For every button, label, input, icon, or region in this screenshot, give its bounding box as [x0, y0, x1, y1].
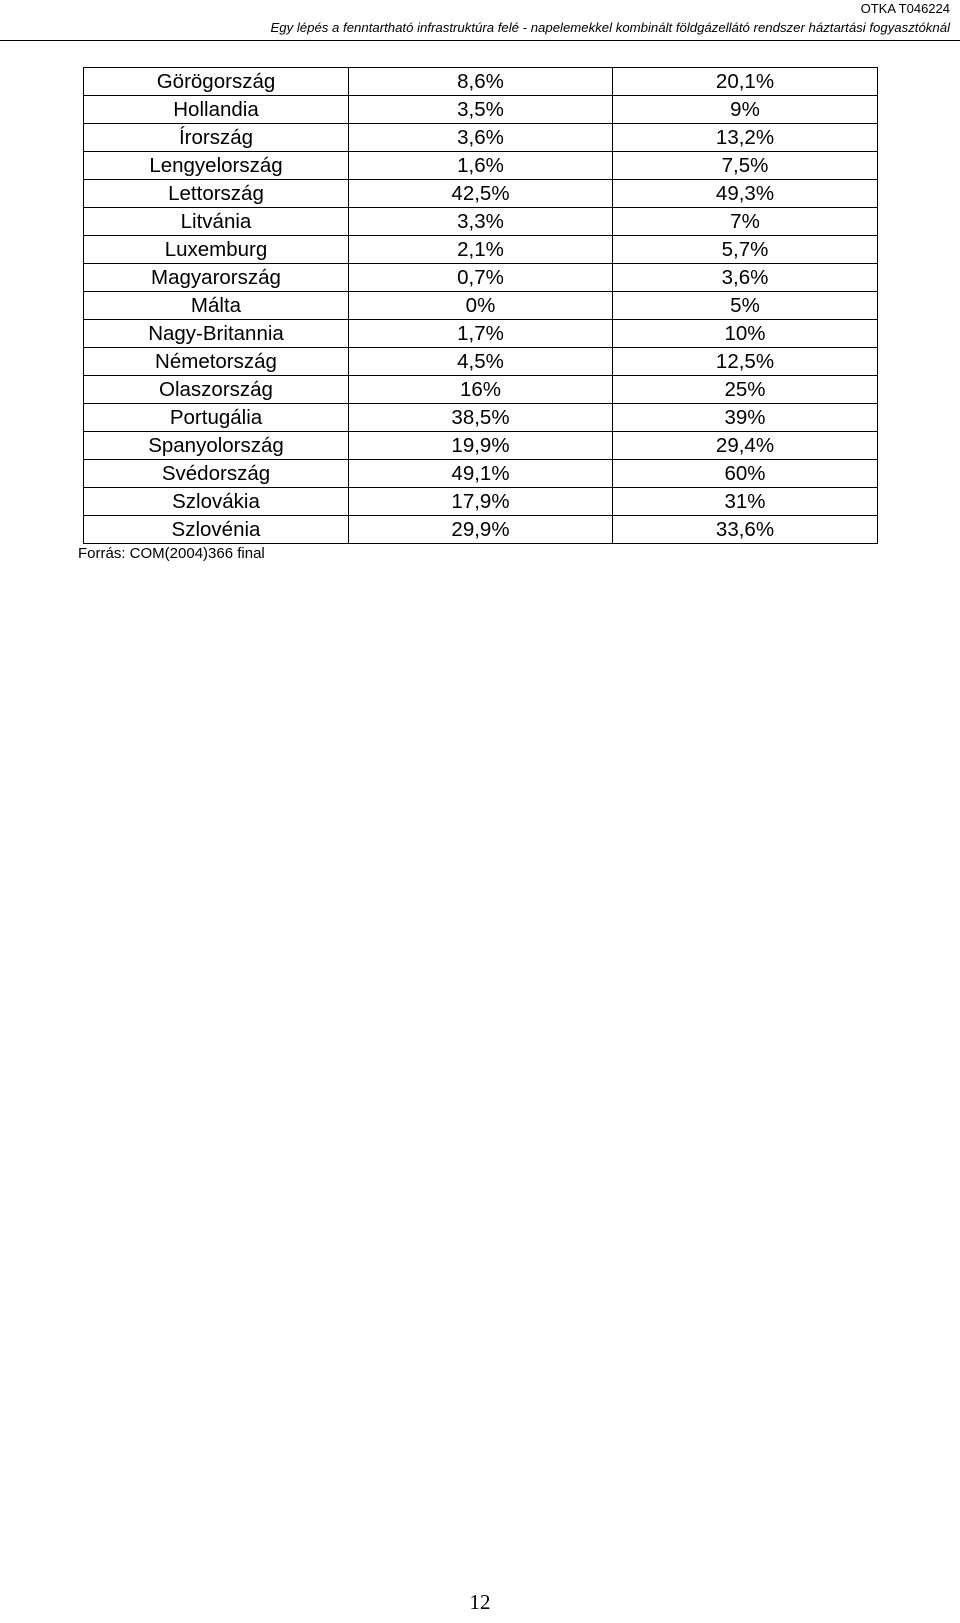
value-cell: 2,1%	[349, 236, 613, 264]
table-row	[84, 460, 878, 488]
table-row	[84, 404, 878, 432]
value-cell: 5,7%	[613, 236, 878, 264]
country-cell: Portugália	[84, 404, 349, 432]
table-row	[84, 96, 878, 124]
value-cell: 7%	[613, 208, 878, 236]
table-row	[84, 488, 878, 516]
value-cell: 12,5%	[613, 348, 878, 376]
value-cell: 16%	[349, 376, 613, 404]
country-cell: Málta	[84, 292, 349, 320]
country-cell: Spanyolország	[84, 432, 349, 460]
value-cell: 38,5%	[349, 404, 613, 432]
country-cell: Szlovénia	[84, 516, 349, 544]
value-cell: 49,3%	[613, 180, 878, 208]
value-cell: 8,6%	[349, 68, 613, 96]
country-cell: Nagy-Britannia	[84, 320, 349, 348]
country-cell: Svédország	[84, 460, 349, 488]
table-row	[84, 348, 878, 376]
country-cell: Luxemburg	[84, 236, 349, 264]
value-cell: 4,5%	[349, 348, 613, 376]
value-cell: 3,3%	[349, 208, 613, 236]
value-cell: 19,9%	[349, 432, 613, 460]
country-cell: Lengyelország	[84, 152, 349, 180]
value-cell: 39%	[613, 404, 878, 432]
data-table	[83, 67, 878, 544]
country-cell: Írország	[84, 124, 349, 152]
table-source-note: Forrás: COM(2004)366 final	[78, 545, 265, 562]
value-cell: 10%	[613, 320, 878, 348]
value-cell: 7,5%	[613, 152, 878, 180]
table-row	[84, 292, 878, 320]
country-cell: Görögország	[84, 68, 349, 96]
value-cell: 1,6%	[349, 152, 613, 180]
value-cell: 3,6%	[613, 264, 878, 292]
country-cell: Hollandia	[84, 96, 349, 124]
value-cell: 3,5%	[349, 96, 613, 124]
table-row	[84, 68, 878, 96]
value-cell: 0,7%	[349, 264, 613, 292]
table-row	[84, 124, 878, 152]
table-row	[84, 180, 878, 208]
table-row	[84, 432, 878, 460]
value-cell: 0%	[349, 292, 613, 320]
value-cell: 5%	[613, 292, 878, 320]
document-title: Egy lépés a fenntartható infrastruktúra felé - napelemekkel kombinált földgázellátó rendszer háztartási fogyasztóknál	[270, 20, 950, 35]
table-row	[84, 152, 878, 180]
value-cell: 49,1%	[349, 460, 613, 488]
header-divider	[0, 40, 960, 41]
table-row	[84, 376, 878, 404]
value-cell: 29,9%	[349, 516, 613, 544]
value-cell: 42,5%	[349, 180, 613, 208]
value-cell: 20,1%	[613, 68, 878, 96]
value-cell: 9%	[613, 96, 878, 124]
table-row	[84, 320, 878, 348]
country-cell: Olaszország	[84, 376, 349, 404]
country-cell: Magyarország	[84, 264, 349, 292]
value-cell: 60%	[613, 460, 878, 488]
value-cell: 25%	[613, 376, 878, 404]
value-cell: 29,4%	[613, 432, 878, 460]
country-cell: Németország	[84, 348, 349, 376]
page-header	[0, 0, 960, 44]
table-row	[84, 236, 878, 264]
value-cell: 31%	[613, 488, 878, 516]
project-code: OTKA T046224	[860, 1, 950, 16]
table-row	[84, 208, 878, 236]
value-cell: 17,9%	[349, 488, 613, 516]
value-cell: 3,6%	[349, 124, 613, 152]
country-cell: Lettország	[84, 180, 349, 208]
table-body	[84, 68, 878, 544]
country-cell: Szlovákia	[84, 488, 349, 516]
country-cell: Litvánia	[84, 208, 349, 236]
table-row	[84, 516, 878, 544]
value-cell: 1,7%	[349, 320, 613, 348]
table-row	[84, 264, 878, 292]
value-cell: 33,6%	[613, 516, 878, 544]
value-cell: 13,2%	[613, 124, 878, 152]
page-number: 12	[469, 1590, 491, 1614]
